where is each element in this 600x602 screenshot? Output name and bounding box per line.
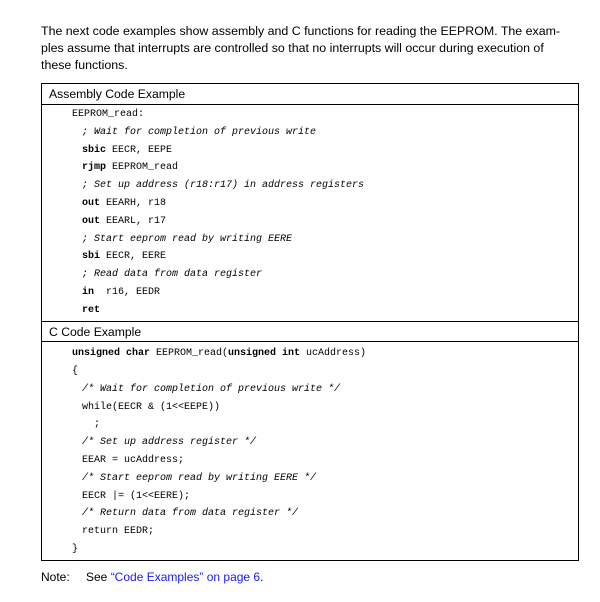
instruction-operands: EEARL, r17: [100, 215, 167, 227]
code-examples-link[interactable]: “Code Examples” on page 6: [110, 570, 261, 584]
assembly-line: [82, 196, 166, 212]
assembly-line: [82, 267, 262, 283]
code-text: return EEDR;: [82, 526, 155, 538]
instruction-mnemonic: out: [82, 198, 101, 209]
assembly-line: [82, 232, 292, 248]
code-text: EECR |= (1<<EERE);: [82, 490, 191, 502]
instruction-operands: EEARH, r18: [100, 198, 167, 209]
intro-line: The next code examples show assembly and C functions for reading the EEPROM. The exam-: [41, 24, 561, 38]
instruction-mnemonic: in: [82, 287, 95, 298]
note-text: [86, 570, 263, 585]
assembly-line: [82, 143, 172, 159]
instruction-mnemonic: rjmp: [82, 162, 107, 174]
c-keyword: unsigned int: [228, 348, 301, 359]
code-comment: /* Return data from data register */: [82, 508, 299, 520]
c-code-line: [82, 435, 256, 451]
code-label: EEPROM_read:: [72, 109, 145, 120]
code-comment: /* Set up address register */: [82, 437, 257, 449]
c-code-line: [72, 364, 78, 380]
code-comment: ; Read data from data register: [82, 269, 263, 281]
c-code-block: [42, 343, 578, 562]
c-code-line: [82, 453, 184, 469]
c-code-line: [94, 417, 100, 433]
code-comment: ; Start eeprom read by writing EERE: [82, 233, 293, 245]
c-code-line: [82, 471, 316, 487]
code-comment: ; Set up address (r18:r17) in address registers: [82, 180, 365, 192]
assembly-line: [82, 249, 166, 265]
instruction-operands: EECR, EERE: [100, 251, 167, 263]
assembly-line: [82, 125, 316, 141]
assembly-code-title: Assembly Code Example: [42, 84, 578, 105]
c-function-name: EEPROM_read(: [150, 348, 229, 359]
c-keyword: unsigned char: [72, 348, 151, 359]
intro-line: ples assume that interrupts are controlled so that no interrupts will occur during execution of: [41, 41, 544, 55]
assembly-code-block: [42, 105, 578, 321]
c-code-line: [82, 524, 154, 540]
c-code-line: [82, 489, 190, 505]
c-code-line: [82, 382, 340, 398]
code-text: while(EECR & (1<<EEPE)): [82, 401, 221, 413]
intro-line: these functions.: [41, 58, 128, 72]
intro-paragraph: [41, 23, 581, 74]
assembly-line: [82, 178, 364, 194]
instruction-operands: r16, EEDR: [94, 287, 161, 298]
assembly-line: [82, 160, 178, 176]
note-prefix: See: [86, 570, 111, 584]
code-text: {: [72, 366, 79, 377]
note-suffix: .: [260, 570, 264, 584]
instruction-operands: EECR, EEPE: [106, 144, 173, 156]
code-text: }: [72, 544, 79, 555]
instruction-mnemonic: ret: [82, 304, 101, 316]
assembly-line: [72, 107, 144, 123]
instruction-mnemonic: sbic: [82, 144, 107, 156]
c-code-line: [82, 400, 220, 416]
assembly-line: [82, 285, 160, 301]
c-code-title: C Code Example: [42, 321, 578, 342]
code-comment: /* Wait for completion of previous write */: [82, 383, 341, 395]
code-comment: /* Start eeprom read by writing EERE */: [82, 472, 317, 484]
instruction-mnemonic: out: [82, 215, 101, 227]
code-comment: ; Wait for completion of previous write: [82, 126, 317, 138]
instruction-mnemonic: sbi: [82, 251, 101, 263]
note-label: Note:: [41, 570, 70, 584]
c-code-line: [82, 506, 298, 522]
code-text: ;: [94, 419, 101, 431]
assembly-line: [82, 214, 166, 230]
code-text: EEAR = ucAddress;: [82, 455, 185, 466]
c-function-signature: [72, 346, 366, 362]
c-code-line: [72, 542, 78, 558]
c-parameter: ucAddress): [300, 348, 367, 359]
instruction-operands: EEPROM_read: [106, 162, 179, 174]
code-examples-box: [41, 83, 579, 561]
assembly-line: [82, 303, 100, 319]
